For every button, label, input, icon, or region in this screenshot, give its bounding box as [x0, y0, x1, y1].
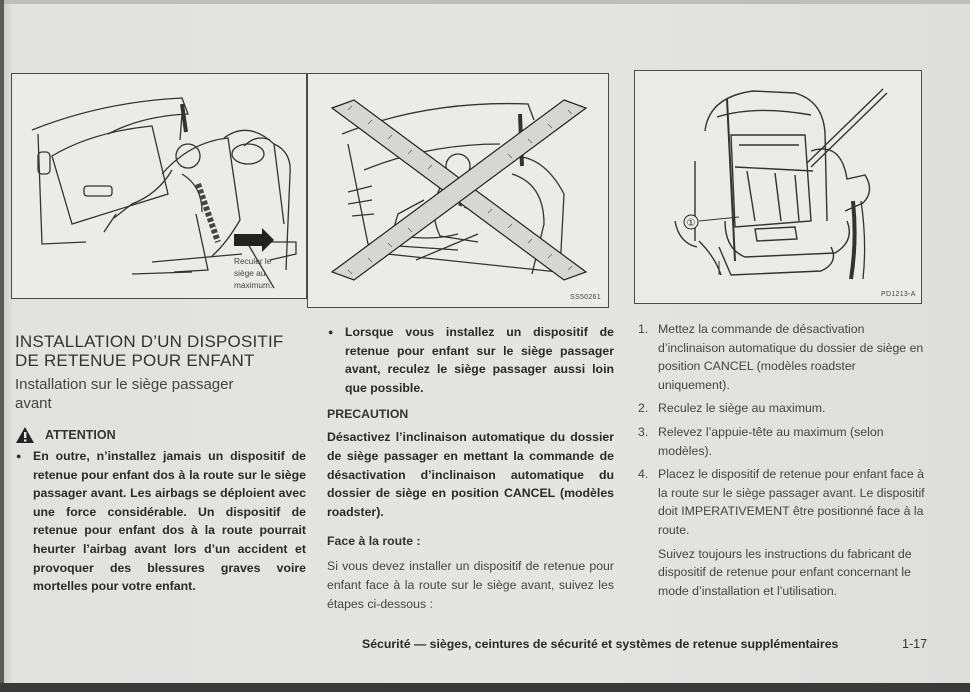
bullet-instruction: ● Lorsque vous installez un dispositif de retenue pour enfant sur le siège passager avant, reculez le siège passager aussi loin que possible. [327, 323, 614, 397]
figure-2-code: SS50261 [570, 294, 601, 301]
step-text: Mettez la commande de désactivation d’inclinaison automatique du dossier de siège en position CANCEL (modèles roadster uniquement). [658, 322, 924, 392]
forward-facing-title: Face à la route : [327, 534, 421, 549]
forward-seat-illustration [635, 71, 923, 305]
warning-title: ATTENTION [45, 428, 116, 442]
list-item [638, 423, 928, 460]
section-heading [15, 332, 306, 370]
step-number: 3. [638, 424, 649, 439]
middle-column [327, 323, 614, 613]
figure-rear-facing-prohibited [307, 73, 609, 308]
step-number: 2. [638, 401, 649, 416]
warning-text: ● En outre, n’installez jamais un dispositif de retenue pour enfant dos à la route sur le siège passager avant. Les airbags se déploient avec une force considérable. Un dispositif de retenue pour enfant dos à la route pourrait heurter l’airbag avant lors d’un accident et provoquer des blessures graves voire mortelles pour votre enfant. [15, 447, 306, 596]
step-text: Placez le dispositif de retenue pour enfant face à la route sur le siège passager avant. Le dispositif doit IMPERATIVEMENT être positionné face à la route. [658, 467, 925, 537]
precaution-title: PRECAUTION [327, 407, 409, 422]
warning-triangle-icon [15, 426, 35, 444]
page-number: 1-17 [902, 637, 928, 651]
prohibited-illustration [308, 74, 610, 309]
step-text: Reculez le siège au maximum. [658, 401, 826, 416]
manufacturer-note: Suivez toujours les instructions du fabricant de dispositif de retenue pour enfant concernant le mode d’installation et l’utilisation. [658, 546, 912, 598]
precaution-text: Désactivez l’inclinaison automatique du dossier de siège passager en mettant la commande de désactivation d’inclinaison automatique du dossier de siège en position CANCEL (modèles roadster). [327, 430, 614, 519]
right-column [638, 320, 928, 600]
forward-facing-text: Si vous devez installer un dispositif de retenue pour enfant face à la route sur le siège avant, suivez les étapes ci-dessous : [327, 559, 614, 611]
warning-header [15, 426, 306, 444]
list-item [638, 465, 928, 539]
page-binding-edge [0, 0, 4, 692]
caption-line: Reculer le [234, 256, 272, 266]
figure-rear-seat-moved-back [11, 73, 307, 299]
left-column [15, 332, 306, 596]
figure-forward-facing-seat [634, 70, 922, 304]
section-heading-line: INSTALLATION D’UN DISPOSITIF [15, 332, 284, 351]
page-bottom-edge [0, 683, 970, 692]
step-number: 1. [638, 322, 649, 336]
page-top-edge [0, 0, 970, 4]
figure-1-caption [234, 255, 272, 291]
prohibited-cross-icon [332, 100, 586, 280]
caption-line: maximum. [234, 280, 273, 290]
subsection-heading-line: Installation sur le siège passager [15, 376, 234, 393]
list-item [638, 399, 928, 418]
figure-3-code: PD1213-A [881, 291, 916, 298]
steps-list [638, 320, 928, 540]
caption-line: siège au [234, 268, 266, 278]
step-text: Relevez l’appuie-tête au maximum (selon modèles). [658, 424, 884, 458]
callout-marker: ① [686, 218, 696, 229]
section-heading-line: DE RETENUE POUR ENFANT [15, 351, 255, 370]
footer-section-title: Sécurité — sièges, ceintures de sécurité et systèmes de retenue supplémentaires [362, 637, 839, 651]
subsection-heading [15, 375, 306, 413]
subsection-heading-line: avant [15, 395, 52, 412]
list-item [638, 320, 928, 394]
step-number: 4. [638, 467, 649, 482]
